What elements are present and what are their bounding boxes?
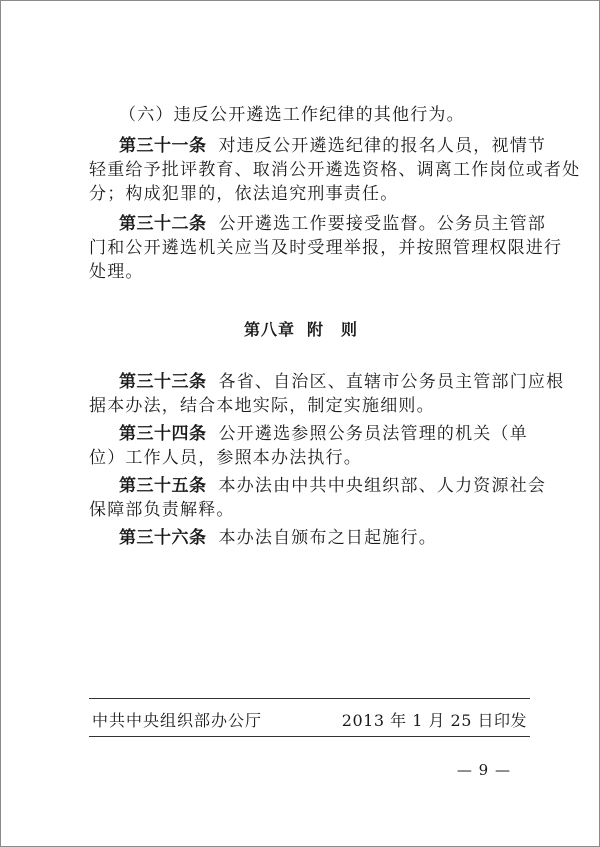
article-33-text-a: 各省、自治区、直辖市公务员主管部门应根 — [218, 372, 565, 392]
article-35-line-1 — [119, 476, 546, 496]
article-31-number: 第三十一条 — [119, 136, 207, 156]
article-35-number: 第三十五条 — [119, 476, 207, 496]
footer-date: 2013 年 1 月 25 日印发 — [341, 711, 527, 730]
footer-issuer: 中共中央组织部办公厅 — [92, 711, 263, 730]
article-36-text-a: 本办法自颁布之日起施行。 — [218, 528, 437, 548]
article-32-text-a: 公开遴选工作要接受监督。公务员主管部 — [218, 214, 547, 234]
footer-top-rule — [89, 698, 530, 699]
article-31-text-a: 对违反公开遴选纪律的报名人员，视情节 — [218, 136, 547, 156]
article-36-number: 第三十六条 — [119, 528, 207, 548]
article-32-line-1 — [119, 214, 546, 234]
article-33-text-b: 据本办法，结合本地实际，制定实施细则。 — [89, 396, 435, 416]
article-32-text-c: 处理。 — [89, 262, 144, 282]
article-31-text-c: 分；构成犯罪的，依法追究刑事责任。 — [89, 184, 399, 204]
footer-bottom-rule — [89, 736, 530, 737]
article-36-line-1 — [119, 528, 437, 548]
article-35-text-a: 本办法由中共中央组织部、人力资源社会 — [218, 476, 547, 496]
page-number: — 9 — — [456, 761, 511, 779]
article-32-number: 第三十二条 — [119, 214, 207, 234]
article-31-line-1 — [119, 136, 546, 156]
article-31-text-b: 轻重给予批评教育、取消公开遴选资格、调离工作岗位或者处 — [89, 160, 581, 180]
article-33-line-1 — [119, 372, 564, 392]
chapter-heading — [1, 317, 600, 340]
article-34-line-1 — [119, 424, 528, 444]
article-34-text-b: 位）工作人员，参照本办法执行。 — [89, 448, 362, 468]
article-34-number: 第三十四条 — [119, 424, 207, 444]
item-six: （六）违反公开遴选工作纪律的其他行为。 — [119, 105, 465, 125]
article-33-number: 第三十三条 — [119, 372, 207, 392]
article-32-text-b: 门和公开遴选机关应当及时受理举报，并按照管理权限进行 — [89, 238, 563, 258]
chapter-title: 附 则 — [307, 320, 359, 339]
chapter-number: 第八章 — [243, 320, 295, 339]
article-35-text-b: 保障部负责解释。 — [89, 500, 235, 520]
article-34-text-a: 公开遴选参照公务员法管理的机关（单 — [218, 424, 528, 444]
